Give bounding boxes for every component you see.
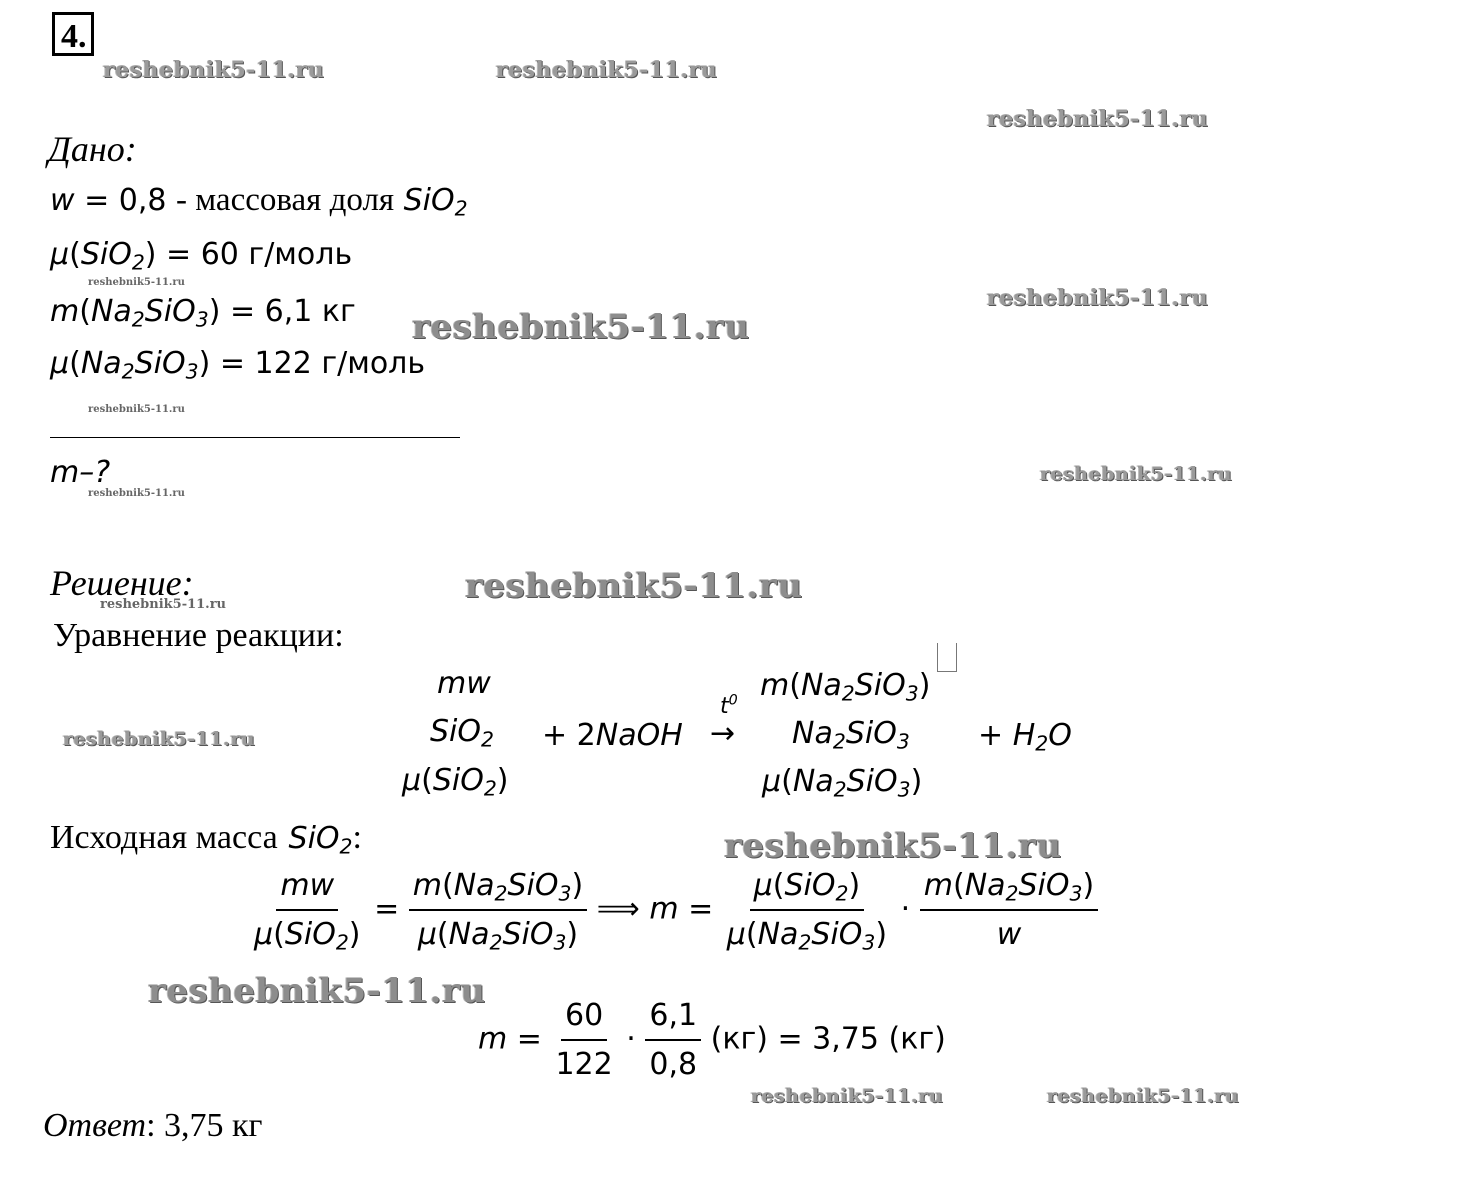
watermark: reshebnik5-11.ru: [987, 285, 1209, 311]
cursor-mark: [937, 643, 957, 672]
watermark: reshebnik5-11.ru: [1040, 463, 1233, 485]
watermark: reshebnik5-11.ru: [88, 404, 185, 415]
proportion-formula: $\frac{mw}{\mu(SiO_2)}$ = $\frac{m(Na_2SiO_3)}{\mu(Na_2SiO_3)}$ ⟹ m = $\frac{\mu(SiO_2)}{\mu(Na_2SiO_3)}$ · $\frac{m(Na_2SiO_3)}{w}$: [250, 868, 1098, 952]
watermark: reshebnik5-11.ru: [100, 597, 227, 612]
watermark: reshebnik5-11.ru: [103, 57, 325, 83]
answer-line: Ответ: 3,75 кг: [43, 1107, 263, 1144]
solution-header: Решение:: [50, 563, 194, 603]
reaction-above-na2sio3: $m(Na_2SiO_3)$: [760, 668, 931, 706]
unknown-quantity: m–?: [50, 455, 111, 490]
given-mu-sio2: μ(SiO$_2$) = 60 г/моль: [50, 237, 353, 275]
watermark: reshebnik5-11.ru: [465, 566, 803, 606]
watermark: reshebnik5-11.ru: [88, 277, 185, 288]
watermark: reshebnik5-11.ru: [987, 106, 1209, 132]
watermark: reshebnik5-11.ru: [88, 488, 185, 499]
given-header: Дано:: [48, 129, 137, 169]
given-divider: [50, 437, 460, 438]
watermark: reshebnik5-11.ru: [63, 728, 256, 750]
watermark: reshebnik5-11.ru: [724, 826, 1062, 866]
reaction-water: + $H_2O$: [978, 718, 1072, 756]
reaction-na2sio3: $Na_2SiO_3$: [792, 716, 910, 754]
watermark: reshebnik5-11.ru: [148, 971, 486, 1011]
watermark: reshebnik5-11.ru: [751, 1085, 944, 1107]
numeric-computation: m = $\frac{60}{122}$ · $\frac{6,1}{0,8}$ (кг) = 3,75 (кг): [478, 998, 946, 1082]
problem-number: 4.: [52, 12, 94, 56]
watermark: reshebnik5-11.ru: [496, 57, 718, 83]
reaction-below-na2sio3: $\mu(Na_2SiO_3)$: [762, 764, 923, 802]
reaction-sio2: SiO$_2$: [430, 714, 494, 752]
given-m-na2sio3: $m(Na_2SiO_3) = 6,1$ кг: [50, 294, 356, 332]
reaction-label: Уравнение реакции:: [53, 617, 344, 654]
watermark: reshebnik5-11.ru: [412, 307, 750, 347]
reaction-arrow: →: [710, 716, 736, 751]
given-mass-fraction: w = 0,8 - массовая доля SiO$_2$: [50, 182, 468, 221]
mass-label-line: Исходная масса SiO$_2$:: [50, 819, 362, 859]
reaction-temperature: $t^0$: [720, 692, 738, 719]
reaction-naoh: + 2NaOH: [542, 718, 683, 753]
watermark: reshebnik5-11.ru: [1047, 1085, 1240, 1107]
reaction-below-sio2: μ(SiO$_2$): [402, 763, 509, 801]
given-mu-na2sio3: $\mu(Na_2SiO_3) = 122$ г/моль: [50, 346, 426, 384]
reaction-above-sio2: mw: [437, 666, 491, 701]
